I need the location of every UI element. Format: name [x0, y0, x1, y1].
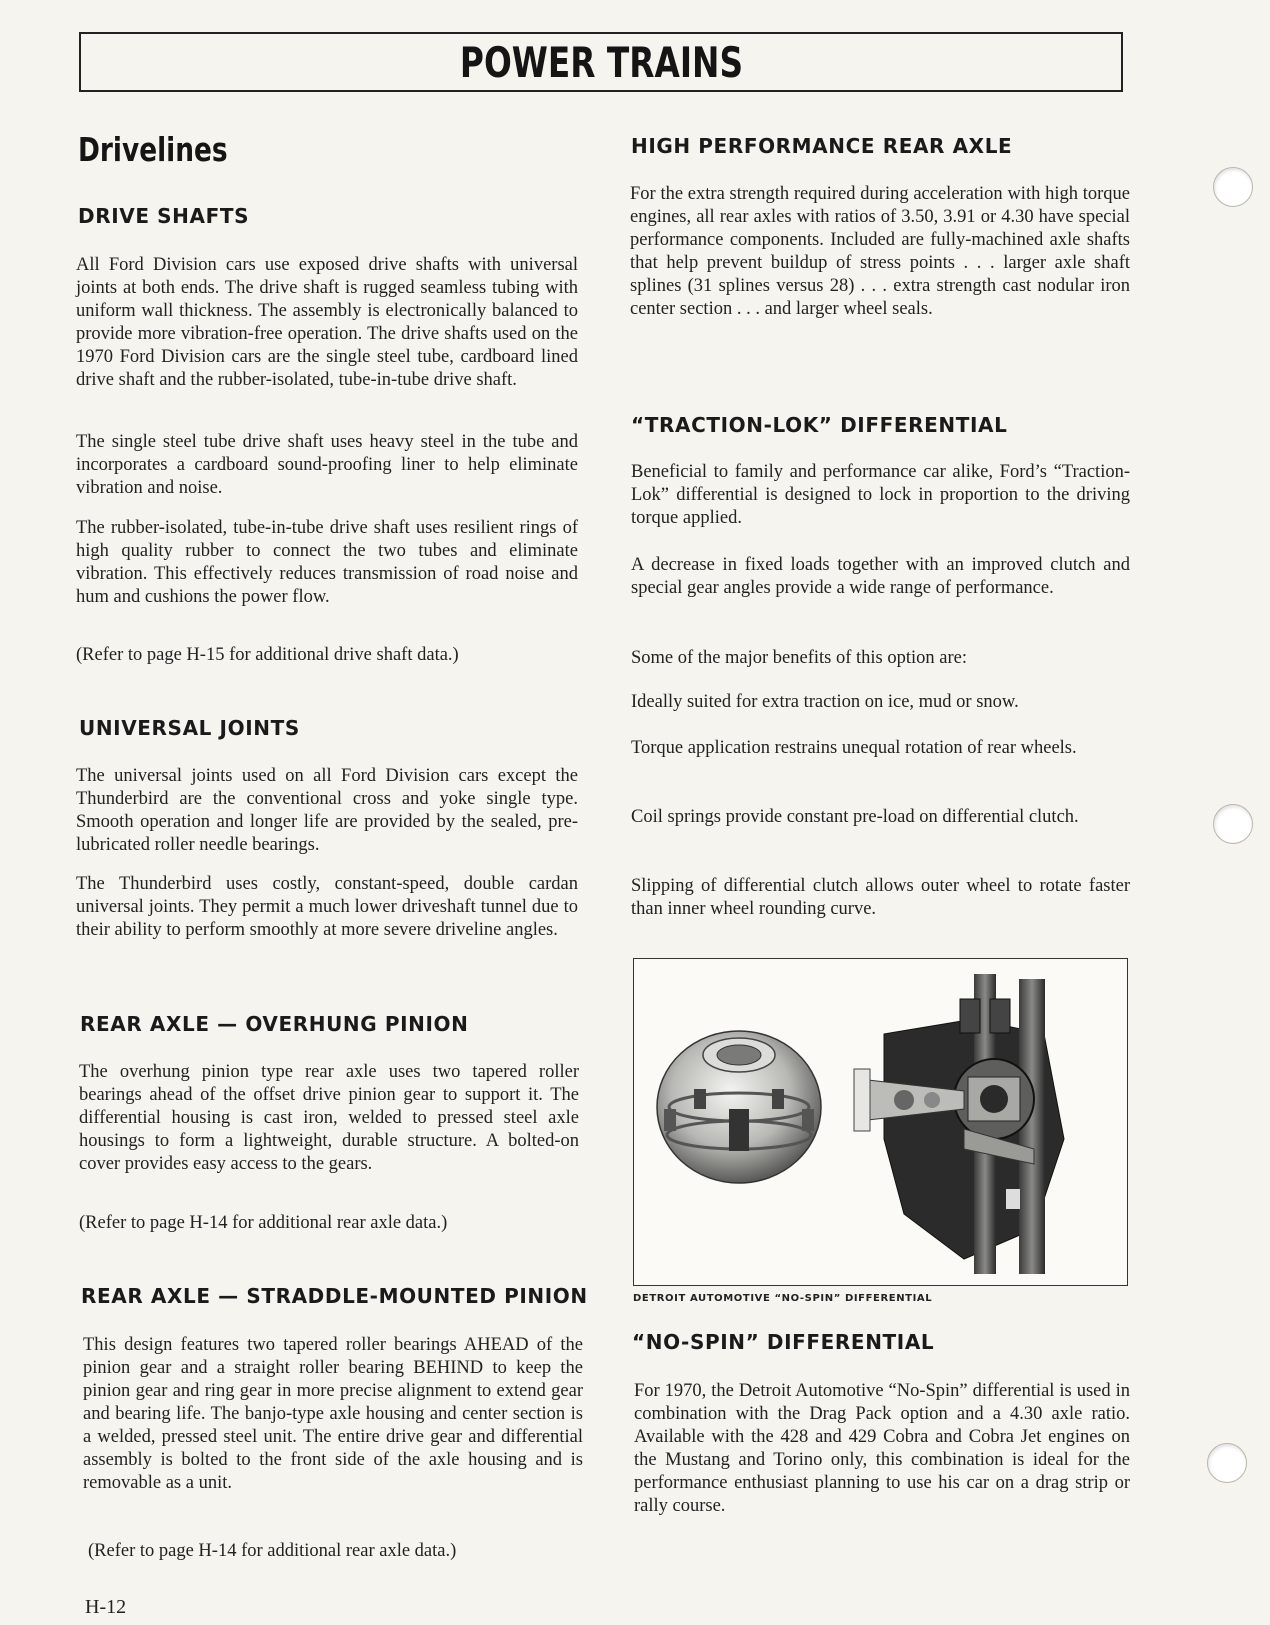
paragraph-drive-shafts-1: All Ford Division cars use exposed drive shafts with universal joints at both ends. The drive shaft is rugged seamless tubing with uniform wall thickness. The assembly is electronically balanced to provide more vibration-free operation. The drive shafts used on the 1970 Ford Division cars are the single steel tube, cardboard lined drive shaft and the rubber-isolated, tube-in-tube drive shaft.	[76, 255, 578, 390]
paragraph-drive-shafts-3: The rubber-isolated, tube-in-tube drive shaft uses resilient rings of high quality rubber to connect the two tubes and eliminate vibration. This effectively reduces transmission of road noise and hum and cushions the power flow.	[76, 518, 578, 607]
heading-no-spin: “NO-SPIN” DIFFERENTIAL	[632, 1330, 935, 1354]
differential-figure	[633, 958, 1128, 1286]
paragraph-drive-shafts-ref: (Refer to page H-15 for additional drive shaft data.)	[76, 645, 459, 665]
heading-overhung-pinion: REAR AXLE — OVERHUNG PINION	[80, 1012, 469, 1036]
paragraph-no-spin: For 1970, the Detroit Automotive “No-Spin” differential is used in combination with the Drag Pack option and a 4.30 axle ratio. Available with the 428 and 429 Cobra and Cobra Jet engines on the Mustang and Torino only, this combination is ideal for the performance enthusiast planning to use his car on a drag strip or rally course.	[634, 1381, 1130, 1516]
paragraph-straddle-pinion-ref: (Refer to page H-14 for additional rear axle data.)	[88, 1541, 457, 1561]
paragraph-traction-lok-6: Coil springs provide constant pre-load on differential clutch.	[631, 807, 1079, 827]
page-number: H-12	[85, 1596, 127, 1618]
paragraph-universal-joints-1: The universal joints used on all Ford Division cars except the Thunderbird are the conventional cross and yoke single type. Smooth operation and longer life are provided by the sealed, pre-lubricated roller needle bearings.	[76, 766, 578, 855]
paragraph-traction-lok-1: Beneficial to family and performance car alike, Ford’s “Traction-Lok” differential is designed to lock in proportion to the driving torque applied.	[631, 462, 1130, 528]
paragraph-traction-lok-7: Slipping of differential clutch allows outer wheel to rotate faster than inner wheel rounding curve.	[631, 876, 1130, 919]
section-title-drivelines: Drivelines	[78, 130, 228, 169]
paragraph-overhung-pinion-1: The overhung pinion type rear axle uses two tapered roller bearings ahead of the offset drive pinion gear to support it. The differential housing is cast iron, welded to pressed steel axle housings to form a lightweight, durable structure. A bolted-on cover provides easy access to the gears.	[79, 1062, 579, 1174]
figure-caption: DETROIT AUTOMOTIVE “NO-SPIN” DIFFERENTIAL	[633, 1293, 933, 1304]
paragraph-traction-lok-2: A decrease in fixed loads together with an improved clutch and special gear angles provide a wide range of performance.	[631, 555, 1130, 598]
page-title: POWER TRAINS	[459, 37, 743, 87]
punch-hole-middle	[1213, 804, 1253, 844]
paragraph-traction-lok-4: Ideally suited for extra traction on ice, mud or snow.	[631, 692, 1019, 712]
heading-universal-joints: UNIVERSAL JOINTS	[79, 716, 300, 740]
punch-hole-bottom	[1207, 1443, 1247, 1483]
heading-straddle-pinion: REAR AXLE — STRADDLE-MOUNTED PINION	[81, 1284, 588, 1308]
paragraph-universal-joints-2: The Thunderbird uses costly, constant-speed, double cardan universal joints. They permit a much lower driveshaft tunnel due to their ability to perform smoothly at more severe driveline angles.	[76, 874, 578, 940]
differential-unit-drawing	[657, 1031, 821, 1183]
page-header-box	[79, 32, 1123, 92]
paragraph-traction-lok-5: Torque application restrains unequal rotation of rear wheels.	[631, 738, 1077, 758]
heading-drive-shafts: DRIVE SHAFTS	[78, 204, 250, 228]
axle-housing-cutaway-drawing	[854, 974, 1064, 1274]
no-spin-differential-illustration	[634, 959, 1128, 1286]
heading-high-performance-rear-axle: HIGH PERFORMANCE REAR AXLE	[631, 134, 1013, 158]
punch-hole-top	[1213, 167, 1253, 207]
paragraph-high-performance: For the extra strength required during acceleration with high torque engines, all rear axles with ratios of 3.50, 3.91 or 4.30 have special performance components. Included are fully-machined axle shafts that help prevent buildup of stress points . . . larger axle shaft splines (31 splines versus 28) . . . extra strength cast nodular iron center section . . . and larger wheel seals.	[630, 184, 1130, 319]
paragraph-traction-lok-3: Some of the major benefits of this option are:	[631, 648, 968, 668]
paragraph-drive-shafts-2: The single steel tube drive shaft uses heavy steel in the tube and incorporates a cardboard sound-proofing liner to help eliminate vibration and noise.	[76, 432, 578, 498]
heading-traction-lok: “TRACTION-LOK” DIFFERENTIAL	[631, 413, 1008, 437]
paragraph-overhung-pinion-ref: (Refer to page H-14 for additional rear axle data.)	[79, 1213, 448, 1233]
paragraph-straddle-pinion-1: This design features two tapered roller bearings AHEAD of the pinion gear and a straight roller bearing BEHIND to keep the pinion gear and ring gear in more precise alignment to extend gear and bearing life. The banjo-type axle housing and center section is a welded, pressed steel unit. The entire drive gear and differential assembly is bolted to the front side of the axle housing and is removable as a unit.	[83, 1335, 583, 1493]
